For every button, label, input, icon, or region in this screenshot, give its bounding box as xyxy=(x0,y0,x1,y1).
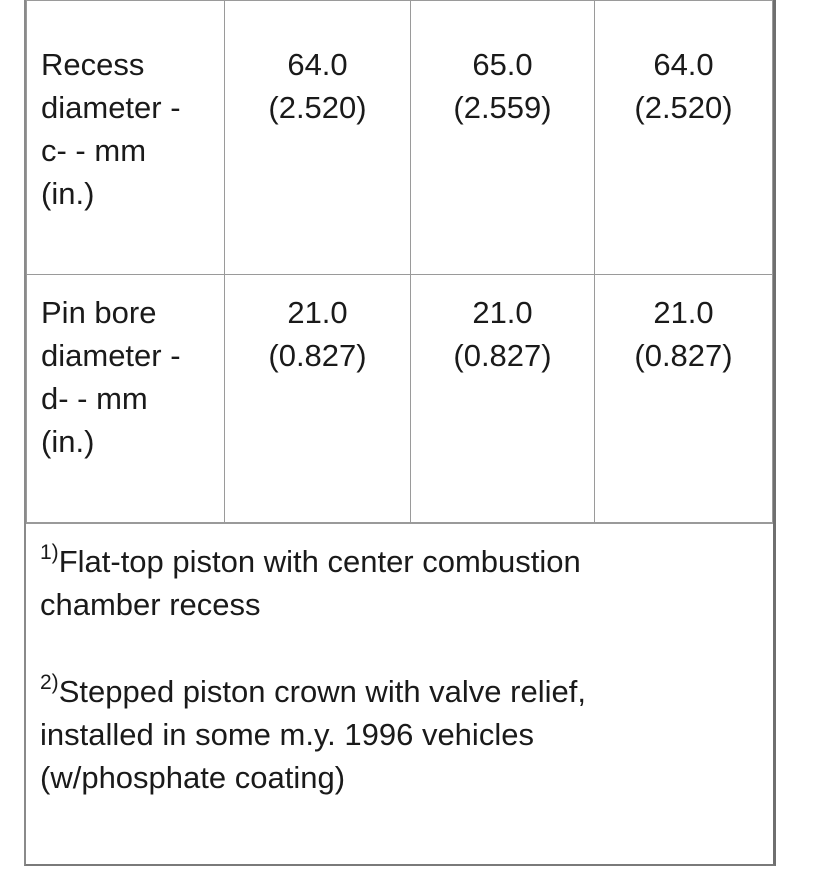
table-cell: 65.0 (2.559) xyxy=(411,1,595,275)
table-cell: 21.0 (0.827) xyxy=(411,275,595,523)
table-cell: 21.0 (0.827) xyxy=(225,275,411,523)
piston-dimensions-table xyxy=(26,0,773,523)
table-row xyxy=(27,275,773,523)
table-cell: 21.0 (0.827) xyxy=(595,275,773,523)
spec-table-fragment xyxy=(24,0,776,866)
row-label-recess-diameter: Recess diameter - c- - mm (in.) xyxy=(27,1,225,275)
table-cell: 64.0 (2.520) xyxy=(595,1,773,275)
footnote-marker: 2) xyxy=(40,671,59,694)
table-row xyxy=(27,1,773,275)
footnotes xyxy=(26,522,773,862)
row-label-pin-bore-diameter: Pin bore diameter - d- - mm (in.) xyxy=(27,275,225,523)
footnote-2: $^{2)}$Stepped piston crown with valve relief, installed in some m.y. 1996 vehicles (w/phosphate coating) xyxy=(40,671,586,795)
footnote-1: $^{1)}$Flat-top piston with center combustion chamber recess xyxy=(40,541,581,622)
footnote-marker: 1) xyxy=(40,541,59,564)
table-cell: 64.0 (2.520) xyxy=(225,1,411,275)
